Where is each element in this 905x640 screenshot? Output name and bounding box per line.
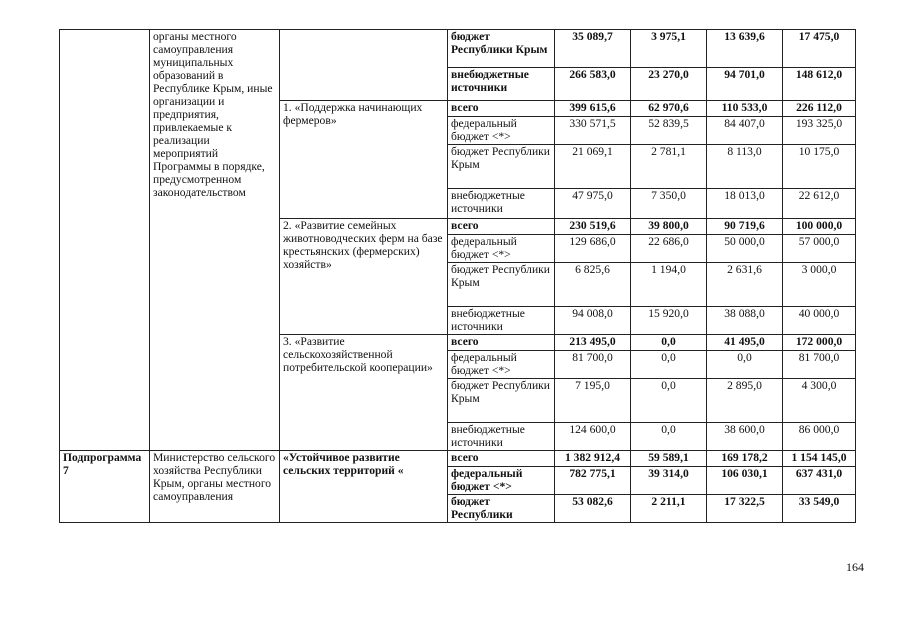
value-cell: 38 600,0 xyxy=(707,423,783,451)
value-cell: 129 686,0 xyxy=(555,235,631,263)
subprogram-name: «Устойчивое развитие сельских территорий « xyxy=(280,451,448,523)
value-cell: 0,0 xyxy=(631,423,707,451)
value-cell: 0,0 xyxy=(631,351,707,379)
value-cell: 6 825,6 xyxy=(555,263,631,307)
value-cell: 35 089,7 xyxy=(555,30,631,68)
source-cell: внебюджетные источники xyxy=(448,68,555,101)
value-cell: 110 533,0 xyxy=(707,101,783,117)
value-cell: 100 000,0 xyxy=(783,219,856,235)
value-cell: 81 700,0 xyxy=(555,351,631,379)
table-row xyxy=(60,30,856,68)
source-cell: бюджет Республики Крым xyxy=(448,263,555,307)
value-cell: 193 325,0 xyxy=(783,117,856,145)
source-cell: бюджет Республики Крым xyxy=(448,30,555,68)
value-cell: 7 350,0 xyxy=(631,189,707,219)
value-cell: 4 300,0 xyxy=(783,379,856,423)
value-cell: 39 800,0 xyxy=(631,219,707,235)
value-cell: 0,0 xyxy=(631,335,707,351)
value-cell: 15 920,0 xyxy=(631,307,707,335)
value-cell: 1 154 145,0 xyxy=(783,451,856,467)
value-cell: 2 631,6 xyxy=(707,263,783,307)
value-cell: 84 407,0 xyxy=(707,117,783,145)
value-cell: 21 069,1 xyxy=(555,145,631,189)
value-cell: 94 701,0 xyxy=(707,68,783,101)
value-cell: 2 895,0 xyxy=(707,379,783,423)
value-cell: 40 000,0 xyxy=(783,307,856,335)
value-cell: 22 686,0 xyxy=(631,235,707,263)
value-cell: 90 719,6 xyxy=(707,219,783,235)
source-cell: федеральный бюджет <*> xyxy=(448,351,555,379)
value-cell: 106 030,1 xyxy=(707,467,783,495)
subprogram-label: Подпрограмма 7 xyxy=(60,451,150,523)
value-cell: 637 431,0 xyxy=(783,467,856,495)
value-cell: 782 775,1 xyxy=(555,467,631,495)
source-cell: федеральный бюджет <*> xyxy=(448,467,555,495)
value-cell: 124 600,0 xyxy=(555,423,631,451)
source-cell: внебюджетные источники xyxy=(448,423,555,451)
value-cell: 8 113,0 xyxy=(707,145,783,189)
value-cell: 23 270,0 xyxy=(631,68,707,101)
activity-name: 3. «Развитие сельскохозяйственной потребительской кооперации» xyxy=(280,335,448,451)
value-cell: 81 700,0 xyxy=(783,351,856,379)
value-cell: 38 088,0 xyxy=(707,307,783,335)
value-cell: 148 612,0 xyxy=(783,68,856,101)
value-cell: 62 970,6 xyxy=(631,101,707,117)
source-cell: бюджет Республики xyxy=(448,495,555,523)
value-cell: 3 000,0 xyxy=(783,263,856,307)
value-cell: 266 583,0 xyxy=(555,68,631,101)
value-cell: 172 000,0 xyxy=(783,335,856,351)
value-cell: 17 322,5 xyxy=(707,495,783,523)
value-cell: 330 571,5 xyxy=(555,117,631,145)
value-cell: 226 112,0 xyxy=(783,101,856,117)
value-cell: 2 781,1 xyxy=(631,145,707,189)
value-cell: 2 211,1 xyxy=(631,495,707,523)
source-cell: бюджет Республики Крым xyxy=(448,379,555,423)
subprogram-executor: Министерство сельского хозяйства Республики Крым, органы местного самоуправления xyxy=(150,451,280,523)
value-cell: 18 013,0 xyxy=(707,189,783,219)
source-cell: бюджет Республики Крым xyxy=(448,145,555,189)
value-cell: 52 839,5 xyxy=(631,117,707,145)
source-cell: федеральный бюджет <*> xyxy=(448,235,555,263)
value-cell: 47 975,0 xyxy=(555,189,631,219)
table-row xyxy=(60,451,856,467)
value-cell: 399 615,6 xyxy=(555,101,631,117)
page-number: 164 xyxy=(846,560,864,574)
value-cell: 50 000,0 xyxy=(707,235,783,263)
value-cell: 53 082,6 xyxy=(555,495,631,523)
value-cell: 59 589,1 xyxy=(631,451,707,467)
blank-cell xyxy=(280,30,448,101)
value-cell: 22 612,0 xyxy=(783,189,856,219)
value-cell: 10 175,0 xyxy=(783,145,856,189)
activity-name: 2. «Развитие семейных животноводческих ферм на базе крестьянских (фермерских) хозяйств» xyxy=(280,219,448,335)
source-cell: федеральный бюджет <*> xyxy=(448,117,555,145)
value-cell: 94 008,0 xyxy=(555,307,631,335)
value-cell: 0,0 xyxy=(631,379,707,423)
activity-name: 1. «Поддержка начинающих фермеров» xyxy=(280,101,448,219)
blank-cell xyxy=(60,30,150,451)
value-cell: 213 495,0 xyxy=(555,335,631,351)
value-cell: 0,0 xyxy=(707,351,783,379)
source-cell: всего xyxy=(448,101,555,117)
value-cell: 41 495,0 xyxy=(707,335,783,351)
value-cell: 13 639,6 xyxy=(707,30,783,68)
value-cell: 3 975,1 xyxy=(631,30,707,68)
value-cell: 17 475,0 xyxy=(783,30,856,68)
executor-cell: органы местного самоуправления муниципальных образований в Республике Крым, иные организации и предприятия, привлекаемые к реализации мероприятий Программы в порядке, предусмотренном законодательством xyxy=(150,30,280,451)
source-cell: всего xyxy=(448,451,555,467)
source-cell: внебюджетные источники xyxy=(448,189,555,219)
source-cell: внебюджетные источники xyxy=(448,307,555,335)
value-cell: 7 195,0 xyxy=(555,379,631,423)
value-cell: 1 194,0 xyxy=(631,263,707,307)
value-cell: 169 178,2 xyxy=(707,451,783,467)
budget-table xyxy=(59,29,856,523)
value-cell: 39 314,0 xyxy=(631,467,707,495)
value-cell: 230 519,6 xyxy=(555,219,631,235)
value-cell: 1 382 912,4 xyxy=(555,451,631,467)
value-cell: 86 000,0 xyxy=(783,423,856,451)
source-cell: всего xyxy=(448,335,555,351)
source-cell: всего xyxy=(448,219,555,235)
value-cell: 57 000,0 xyxy=(783,235,856,263)
value-cell: 33 549,0 xyxy=(783,495,856,523)
